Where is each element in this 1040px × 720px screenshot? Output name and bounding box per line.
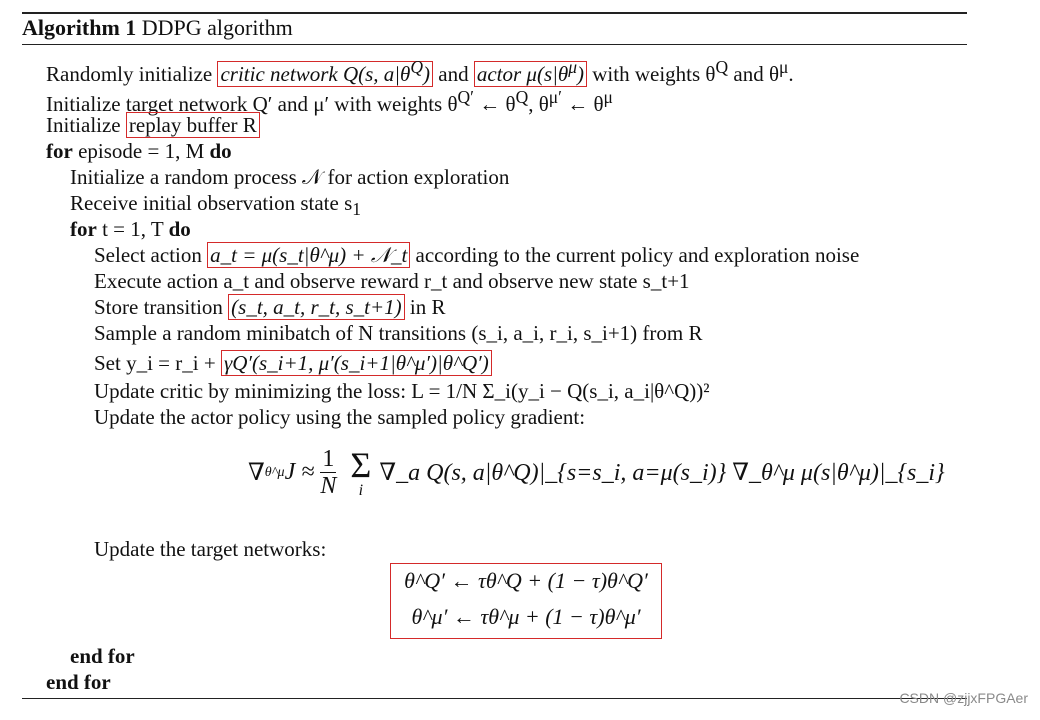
line-init-target: Initialize target network Q′ and μ′ with weights $\theta^{Q'}$ ← $\theta^Q$, $\theta^{\mu'}$ ← $\theta^\mu$ bbox=[46, 87, 613, 116]
actor-box: actor $\mu(s|\theta^\mu)$ bbox=[474, 61, 587, 87]
line-random-process: Initialize a random process 𝒩 for action exploration bbox=[70, 165, 510, 189]
header-rule bbox=[22, 44, 967, 45]
line-for-episode: for episode = 1, M do bbox=[46, 139, 232, 163]
line-store-transition: Store transition (s_t, a_t, r_t, s_t+1) in R bbox=[94, 295, 446, 319]
line-init-replay: Initialize replay buffer R bbox=[46, 112, 260, 138]
line-init-networks: Randomly initialize critic network Q(s, $a|\theta^Q$) and actor $\mu(s|\theta^\mu)$ with weights $\theta^Q$ and $\theta^\mu$. bbox=[46, 57, 794, 86]
line-update-critic: Update critic by minimizing the loss: L = 1/N Σ_i(y_i − Q(s_i, a_i|θ^Q))² bbox=[94, 379, 710, 403]
policy-gradient-equation: ∇ θ^μ J ≈ $\frac{1}{N}$ Σ i ∇_a Q(s, a|θ^Q)|_{s=s_i, a=μ(s_i)} ∇_θ^μ μ(s|θ^μ)|_{s_i} bbox=[248, 444, 945, 499]
replay-buffer-box: replay buffer R bbox=[126, 112, 260, 138]
line-receive-observation: Receive initial observation state $s_1$ bbox=[70, 191, 361, 220]
line-execute-action: Execute action a_t and observe reward r_t and observe new state s_t+1 bbox=[94, 269, 690, 293]
line-for-t: for t = 1, T do bbox=[70, 217, 191, 241]
algorithm-title: Algorithm 1 DDPG algorithm bbox=[22, 15, 293, 40]
line-set-target: Set y_i = r_i + γQ′(s_i+1, μ′(s_i+1|θ^μ′)|θ^Q′) bbox=[94, 350, 492, 376]
summation: Σ i bbox=[350, 444, 372, 499]
target-update-box bbox=[390, 563, 662, 639]
target-value-box: γQ′(s_i+1, μ′(s_i+1|θ^μ′)|θ^Q′) bbox=[221, 350, 492, 376]
line-select-action: Select action a_t = μ(s_t|θ^μ) + 𝒩_t according to the current policy and exploration noise bbox=[94, 243, 860, 267]
target-update-actor: θ^μ′ ← τθ^μ + (1 − τ)θ^μ′ bbox=[411, 604, 641, 629]
line-end-for-inner: end for bbox=[70, 644, 135, 668]
line-update-actor: Update the actor policy using the sampled policy gradient: bbox=[94, 405, 586, 429]
fraction: $\frac{1}{N}$ bbox=[320, 446, 337, 499]
line-end-for-outer: end for bbox=[46, 670, 111, 694]
select-action-box: a_t = μ(s_t|θ^μ) + 𝒩_t bbox=[207, 242, 410, 268]
target-update-critic: θ^Q′ ← τθ^Q + (1 − τ)θ^Q′ bbox=[404, 568, 648, 593]
store-transition-box: (s_t, a_t, r_t, s_t+1) bbox=[228, 294, 405, 320]
line-update-target: Update the target networks: bbox=[94, 537, 327, 561]
line-sample-minibatch: Sample a random minibatch of N transitions (s_i, a_i, r_i, s_i+1) from R bbox=[94, 321, 703, 345]
watermark: CSDN @zjjxFPGAer bbox=[899, 690, 1028, 706]
bottom-rule bbox=[22, 698, 967, 699]
critic-network-box: critic network Q(s, $a|\theta^Q$) bbox=[217, 61, 433, 87]
